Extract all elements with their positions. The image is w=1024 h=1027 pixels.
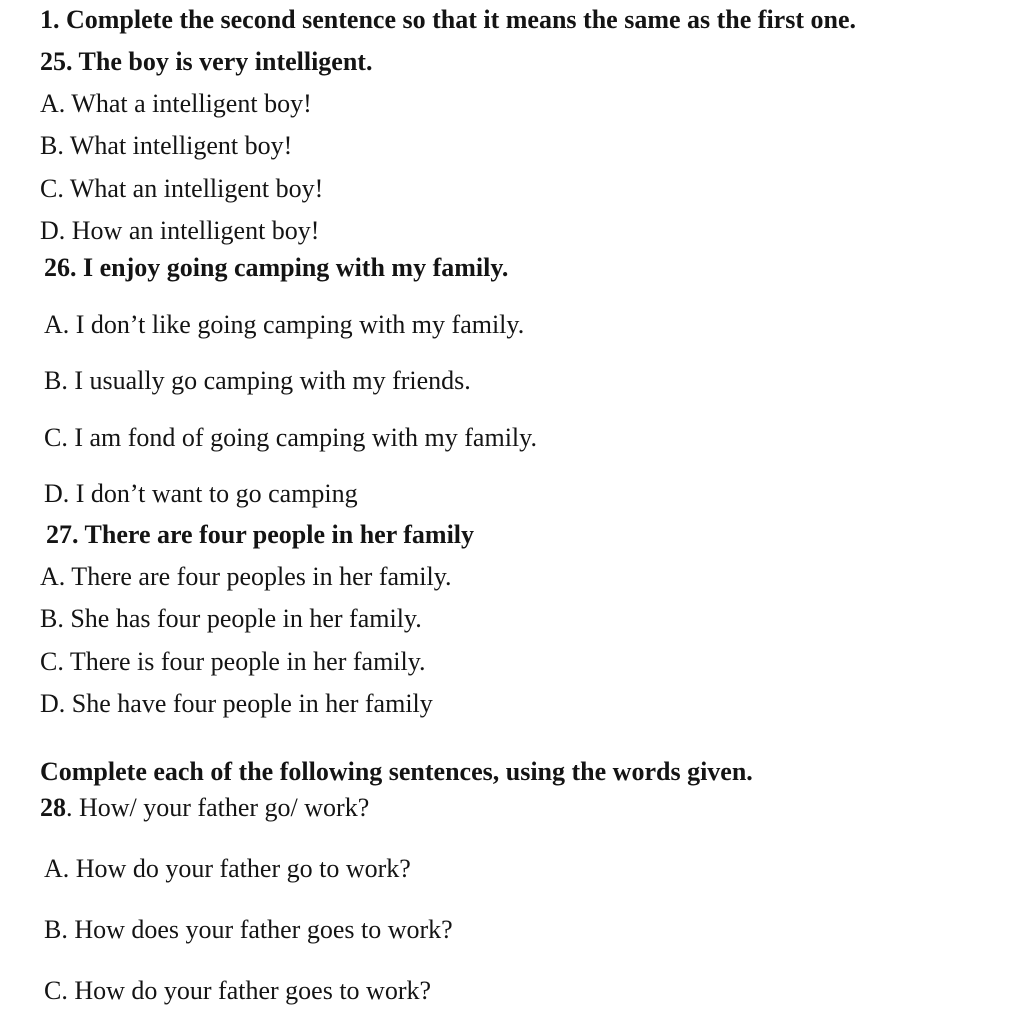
instruction-heading-2: Complete each of the following sentences, using the words given. xyxy=(40,757,753,786)
question-27-option-c: C. There is four people in her family. xyxy=(40,647,426,676)
question-26-option-c: C. I am fond of going camping with my family. xyxy=(44,423,537,452)
question-28-prompt xyxy=(40,792,369,824)
question-26-option-a: A. I don’t like going camping with my family. xyxy=(44,310,525,339)
question-27-option-a: A. There are four peoples in her family. xyxy=(40,562,452,591)
question-25-option-c: C. What an intelligent boy! xyxy=(40,174,324,203)
question-27-prompt: 27. There are four people in her family xyxy=(46,520,475,549)
question-28-prompt-text: . How/ your father go/ work? xyxy=(66,793,370,822)
question-28-option-b: B. How does your father goes to work? xyxy=(44,915,453,944)
question-26-option-b: B. I usually go camping with my friends. xyxy=(44,366,471,395)
question-26-prompt: 26. I enjoy going camping with my family. xyxy=(44,253,509,282)
question-28-number: 28 xyxy=(40,793,66,822)
question-26-option-d: D. I don’t want to go camping xyxy=(44,479,358,508)
question-27-option-b: B. She has four people in her family. xyxy=(40,604,422,633)
question-28-option-c: C. How do your father goes to work? xyxy=(44,976,432,1005)
instruction-heading: 1. Complete the second sentence so that it means the same as the first one. xyxy=(40,5,856,34)
question-25-option-d: D. How an intelligent boy! xyxy=(40,216,320,245)
question-25-option-a: A. What a intelligent boy! xyxy=(40,89,312,118)
question-25-option-b: B. What intelligent boy! xyxy=(40,131,293,160)
question-28-option-a: A. How do your father go to work? xyxy=(44,854,411,883)
question-25-prompt: 25. The boy is very intelligent. xyxy=(40,47,373,76)
question-27-option-d: D. She have four people in her family xyxy=(40,689,433,718)
